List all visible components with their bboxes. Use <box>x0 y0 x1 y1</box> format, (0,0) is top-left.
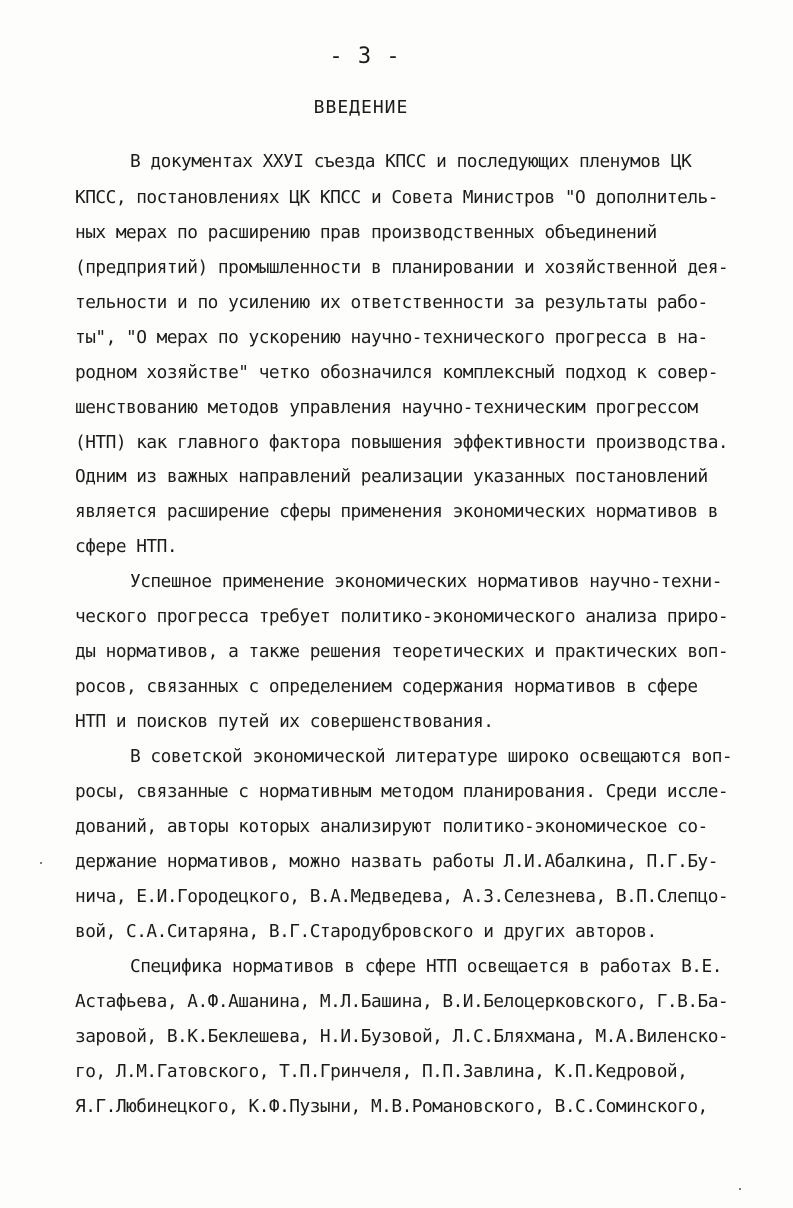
section-heading: ВВЕДЕНИЕ <box>313 97 409 118</box>
paragraph-1-line-2: КПСС, постановлениях ЦК КПСС и Совета Министров "О дополнитель- <box>75 187 718 208</box>
paragraph-2-line-4: росов, связанных с определением содержания нормативов в сфере <box>75 676 698 697</box>
paragraph-4-line-2: Астафьева, А.Ф.Ашанина, М.Л.Башина, В.И.Белоцерковского, Г.В.Ба- <box>75 991 729 1012</box>
paragraph-2-line-3: ды нормативов, а также решения теоретических и практических воп- <box>75 641 729 662</box>
paragraph-3-line-4: держание нормативов, можно назвать работы Л.И.Абалкина, П.Г.Бу- <box>75 851 718 872</box>
paragraph-2-line-1: Успешное применение экономических нормативов научно-техни- <box>130 571 722 592</box>
paragraph-4-line-1: Специфика нормативов в сфере НТП освещается в работах В.Е. <box>130 956 722 977</box>
paragraph-1-line-12: сфере НТП. <box>75 536 178 557</box>
paragraph-2-line-2: ческого прогресса требует политико-экономического анализа приро- <box>75 606 729 627</box>
scan-speck <box>739 1188 741 1190</box>
paragraph-1-line-6: ты", "О мерах по ускорению научно-технического прогресса в на- <box>75 327 708 348</box>
paragraph-1-line-8: шенствованию методов управления научно-техническим прогрессом <box>75 397 698 418</box>
paragraph-4-line-5: Я.Г.Любинецкого, К.Ф.Пузыни, М.В.Романовского, В.С.Соминского, <box>75 1096 708 1117</box>
paragraph-1-line-11: является расширение сферы применения экономических нормативов в <box>75 501 718 522</box>
paragraph-1-line-1: В документах ХХУI съезда КПСС и последующих пленумов ЦК <box>130 151 692 172</box>
scan-speck <box>40 862 42 864</box>
paragraph-3-line-3: дований, авторы которых анализируют политико-экономическое со- <box>75 816 708 837</box>
paragraph-4-line-4: го, Л.М.Гатовского, Т.П.Гринчеля, П.П.Завлина, К.П.Кедровой, <box>75 1061 688 1082</box>
paragraph-3-line-6: вой, С.А.Ситаряна, В.Г.Стародубровского и других авторов. <box>75 921 657 942</box>
paragraph-1-line-3: ных мерах по расширению прав производственных объединений <box>75 222 657 243</box>
paragraph-1-line-5: тельности и по усилению их ответственности за результаты рабо- <box>75 292 708 313</box>
paragraph-4-line-3: заровой, В.К.Беклешева, Н.И.Бузовой, Л.С.Бляхмана, М.А.Виленско- <box>75 1026 729 1047</box>
paragraph-3-line-1: В советской экономической литературе широко освещаются воп- <box>130 746 733 767</box>
page-number: - 3 - <box>329 44 401 69</box>
paragraph-3-line-2: росы, связанные с нормативным методом планирования. Среди иссле- <box>75 781 729 802</box>
paragraph-3-line-5: нича, Е.И.Городецкого, В.А.Медведева, А.З.Селезнева, В.П.Слепцо- <box>75 886 729 907</box>
paragraph-1-line-4: (предприятий) промышленности в планировании и хозяйственной дея- <box>75 257 729 278</box>
paragraph-1-line-10: Одним из важных направлений реализации указанных постановлений <box>75 466 708 487</box>
paragraph-2-line-5: НТП и поисков путей их совершенствования. <box>75 711 494 732</box>
paragraph-1-line-7: родном хозяйстве" четко обозначился комплексный подход к совер- <box>75 362 718 383</box>
paragraph-1-line-9: (НТП) как главного фактора повышения эффективности производства. <box>75 432 729 453</box>
